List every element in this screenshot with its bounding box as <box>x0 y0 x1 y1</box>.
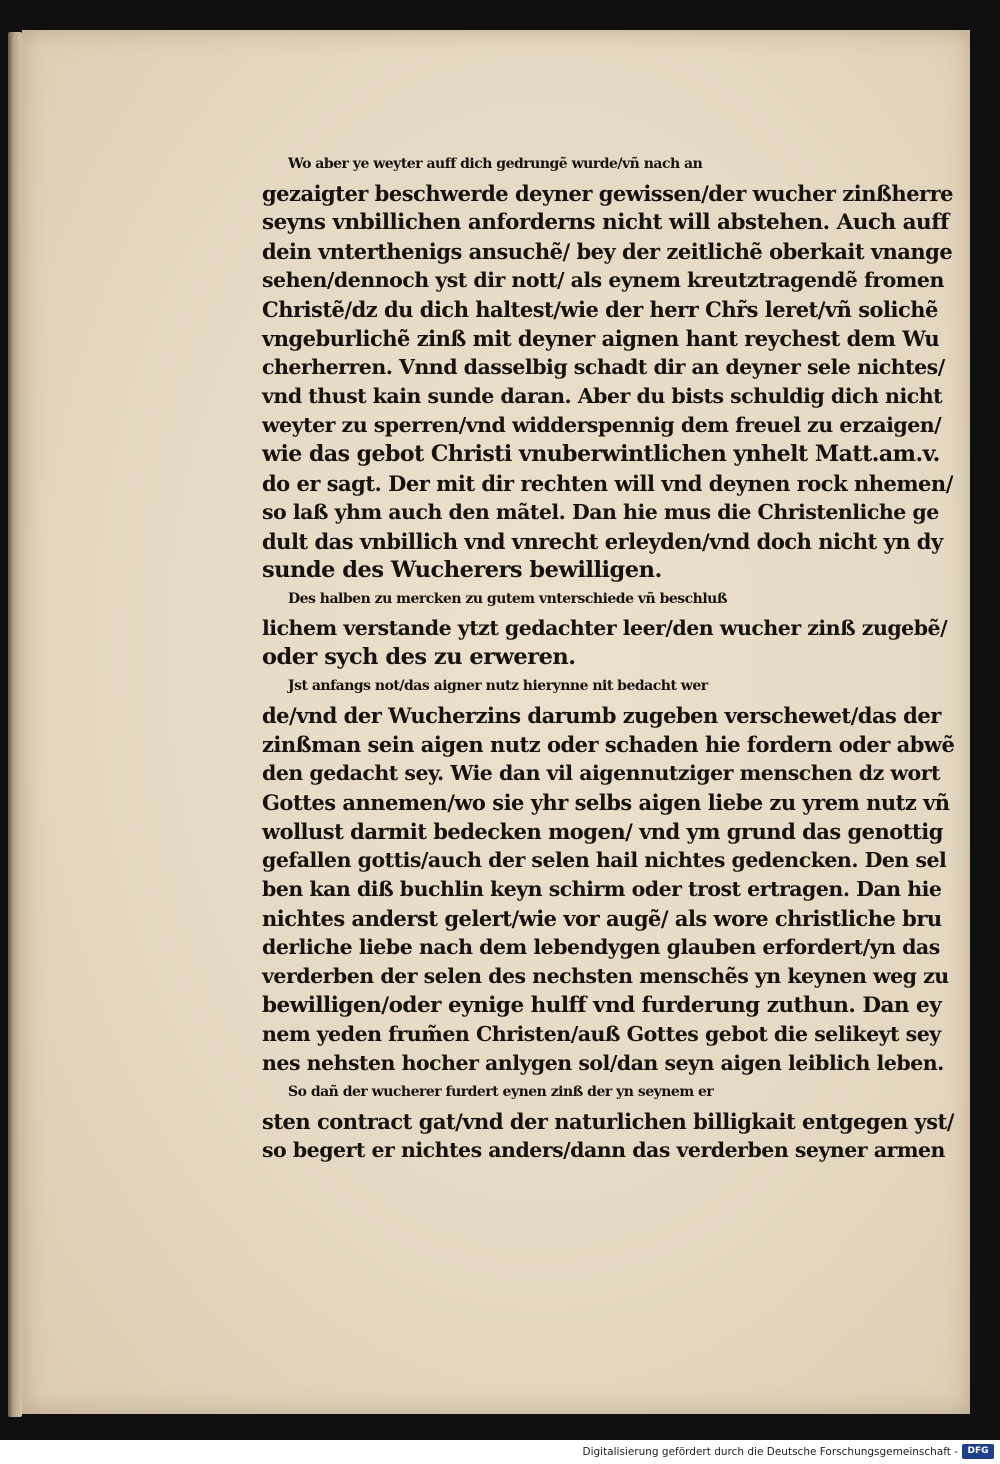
text-line: nem yeden frum̃en Christen/auß Gottes gebot die selikeyt sey <box>262 1022 941 1046</box>
footer-credit: Digitalisierung gefördert durch die Deutsche Forschungsgemeinschaft - <box>582 1446 958 1458</box>
text-line: So dañ der wucherer furdert eynen zinß der yn seynem er <box>288 1084 714 1100</box>
text-line: derliche liebe nach dem lebendygen glauben erfordert/yn das <box>262 935 940 959</box>
text-line: seyns vnbillichen anforderns nicht will abstehen. Auch auff <box>262 210 949 235</box>
text-line: verderben der selen des nechsten menschẽs yn keynen weg zu <box>262 964 949 988</box>
text-line: vngeburlichẽ zinß mit deyner aignen hant reychest dem Wu <box>262 326 940 351</box>
text-line: nes nehsten hocher anlygen sol/dan seyn aigen leiblich leben. <box>262 1051 944 1075</box>
text-line: nichtes anderst gelert/wie vor augẽ/ als wore christliche bru <box>262 906 942 931</box>
text-line: de/vnd der Wucherzins darumb zugeben verschewet/das der <box>262 703 941 728</box>
text-line: so begert er nichtes anders/dann das verderben seyner armen <box>262 1138 945 1162</box>
dfg-logo[interactable]: DFG <box>962 1444 994 1459</box>
book-page <box>22 30 970 1414</box>
text-line: sunde des Wucherers bewilligen. <box>262 557 662 583</box>
text-line: do er sagt. Der mit dir rechten will vnd deynen rock nhemen/ <box>262 471 953 496</box>
text-line: Christẽ/dz du dich haltest/wie der herr Chr̃s leret/vñ solichẽ <box>262 297 938 322</box>
text-line: gezaigter beschwerde deyner gewissen/der wucher zinßherre <box>262 181 954 206</box>
text-line: Des halben zu mercken zu gutem vnterschiede vñ beschluß <box>288 591 727 607</box>
text-line: oder sych des zu erweren. <box>262 644 576 670</box>
text-line: weyter zu sperren/vnd widderspennig dem freuel zu erzaigen/ <box>262 413 942 437</box>
text-line: lichem verstande ytzt gedachter leer/den wucher zinß zugebẽ/ <box>262 616 948 640</box>
text-line: ben kan diß buchlin keyn schirm oder trost ertragen. Dan hie <box>262 877 942 901</box>
text-line: so laß yhm auch den mãtel. Dan hie mus die Christenliche ge <box>262 500 939 524</box>
footer-bar <box>0 1440 1000 1464</box>
text-line: zinßman sein aigen nutz oder schaden hie fordern oder abwẽ <box>262 732 955 757</box>
text-line: sten contract gat/vnd der naturlichen billigkait entgegen yst/ <box>262 1109 954 1134</box>
text-line: den gedacht sey. Wie dan vil aigennutziger menschen dz wort <box>262 761 940 785</box>
text-line: vnd thust kain sunde daran. Aber du bists schuldig dich nicht <box>262 384 943 408</box>
page-text-block <box>262 150 955 1165</box>
text-line: gefallen gottis/auch der selen hail nichtes gedencken. Den sel <box>262 848 947 872</box>
book-spine <box>8 32 22 1417</box>
text-line: sehen/dennoch yst dir nott/ als eynem kreutztragendẽ fromen <box>262 268 944 292</box>
text-line: Wo aber ye weyter auff dich gedrungẽ wurde/vñ nach an <box>288 156 703 172</box>
text-line: Jst anfangs not/das aigner nutz hierynne nit bedacht wer <box>288 678 708 694</box>
text-line: dult das vnbillich vnd vnrecht erleyden/vnd doch nicht yn dy <box>262 529 943 554</box>
text-line: wie das gebot Christi vnuberwintlichen ynhelt Matt.am.v. <box>262 441 940 467</box>
text-line: dein vnterthenigs ansuchẽ/ bey der zeitlichẽ oberkait vnange <box>262 239 953 264</box>
text-line: bewilligen/oder eynige hulff vnd furderung zuthun. Dan ey <box>262 993 942 1018</box>
text-line: wollust darmit bedecken mogen/ vnd ym grund das genottig <box>262 819 943 844</box>
text-line: Gottes annemen/wo sie yhr selbs aigen liebe zu yrem nutz vñ <box>262 790 950 815</box>
text-line: cherherren. Vnnd dasselbig schadt dir an deyner sele nichtes/ <box>262 355 945 379</box>
